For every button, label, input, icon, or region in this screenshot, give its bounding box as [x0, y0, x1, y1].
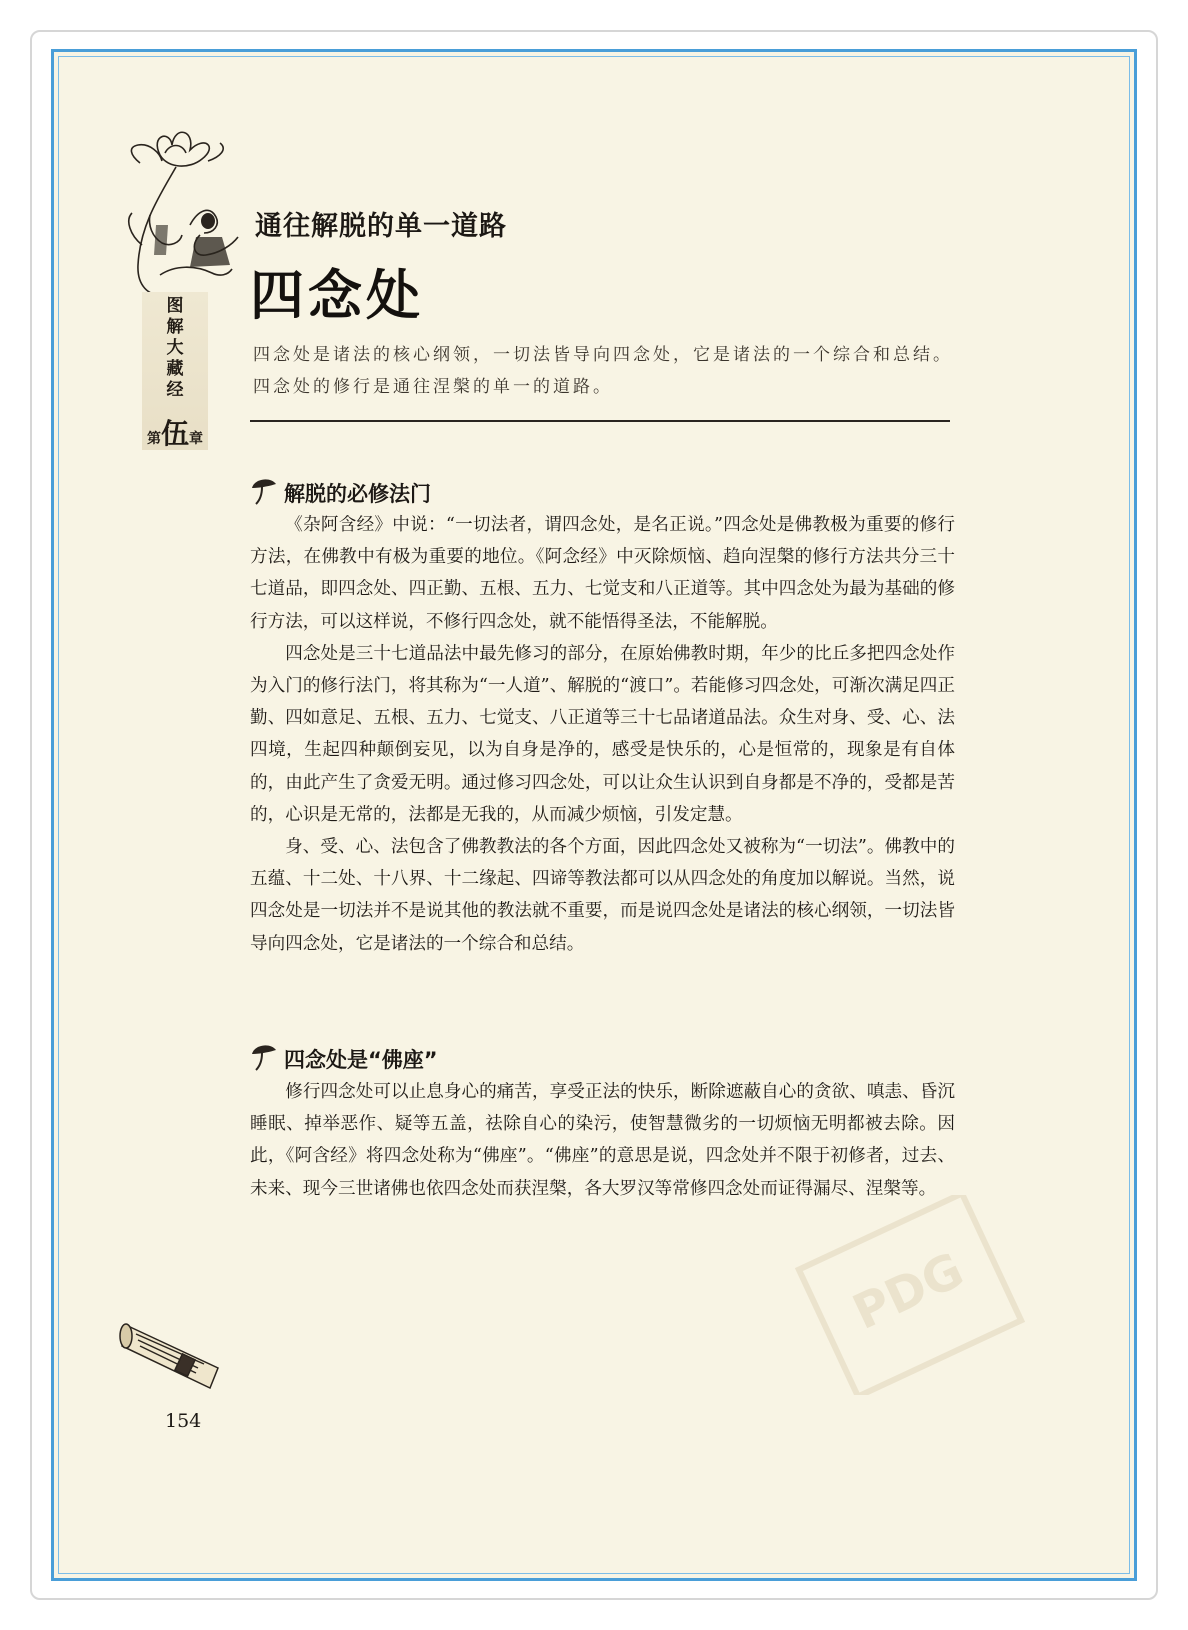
page-number: 154 — [165, 1410, 202, 1432]
page-title: 四念处 — [250, 264, 424, 327]
scroll-illustration — [118, 1318, 236, 1398]
paragraph: 身、受、心、法包含了佛教教法的各个方面，因此四念处又被称为“一切法”。佛教中的五蕴、十二处、十八界、十二缘起、四谛等教法都可以从四念处的角度加以解说。当然，说四念处是一切法并不是说其他的教法就不重要，而是说四念处是诸法的核心纲领，一切法皆导向四念处，它是诸法的一个综合和总结。 — [250, 837, 955, 954]
chapter-label: 第伍章 — [146, 417, 203, 450]
intro-summary: 四念处是诸法的核心纲领，一切法皆导向四念处，它是诸法的一个综合和总结。四念处的修行是通往涅槃的单一的道路。 — [253, 345, 953, 397]
svg-text:PDG: PDG — [844, 1241, 972, 1341]
section-heading-1: 解脱的必修法门 — [250, 478, 431, 508]
chapter-tab — [142, 292, 208, 450]
lotus-illustration — [120, 125, 245, 305]
divider — [250, 420, 950, 422]
paragraph: 修行四念处可以止息身心的痛苦，享受正法的快乐，断除遮蔽自心的贪欲、嗔恚、昏沉睡眠、掉举恶作、疑等五盖，祛除自心的染污，使智慧微劣的一切烦恼无明都被去除。因此，《阿含经》将四念处称为“佛座”。“佛座”的意思是说，四念处并不限于初修者，过去、未来、现今三世诸佛也依四念处而获涅槃，各大罗汉等常修四念处而证得漏尽、涅槃等。 — [250, 1082, 955, 1199]
paragraph: 四念处是三十七道品法中最先修习的部分，在原始佛教时期，年少的比丘多把四念处作为入门的修行法门，将其称为“一人道”、解脱的“渡口”。若能修习四念处，可渐次满足四正勤、四如意足、五根、五力、七觉支、八正道等三十七品诸道品法。众生对身、受、心、法四境，生起四种颠倒妄见，以为自身是净的，感受是快乐的，心是恒常的，现象是有自体的，由此产生了贪爱无明。通过修习四念处，可以让众生认识到自身都是不净的，受都是苦的，心识是无常的，法都是无我的，从而减少烦恼，引发定慧。 — [250, 643, 955, 825]
book-title-vertical: 图 解 大 藏 经 — [166, 296, 184, 400]
paragraph: 《杂阿含经》中说：“一切法者，谓四念处，是名正说。”四念处是佛教极为重要的修行方法，在佛教中有极为重要的地位。《阿念经》中灭除烦恼、趋向涅槃的修行方法共分三十七道品，即四念处、四正勤、五根、五力、七觉支和八正道等。其中四念处为最为基础的修行方法，可以这样说，不修行四念处，就不能悟得圣法，不能解脱。 — [250, 515, 955, 632]
watermark-seal — [790, 1195, 1030, 1395]
mushroom-icon — [250, 476, 278, 506]
page-subtitle: 通往解脱的单一道路 — [255, 211, 507, 242]
mushroom-icon — [250, 1042, 278, 1072]
section-body-2 — [250, 1076, 955, 1205]
section-heading-2: 四念处是“佛座” — [250, 1044, 438, 1074]
section-body-1 — [250, 509, 955, 960]
